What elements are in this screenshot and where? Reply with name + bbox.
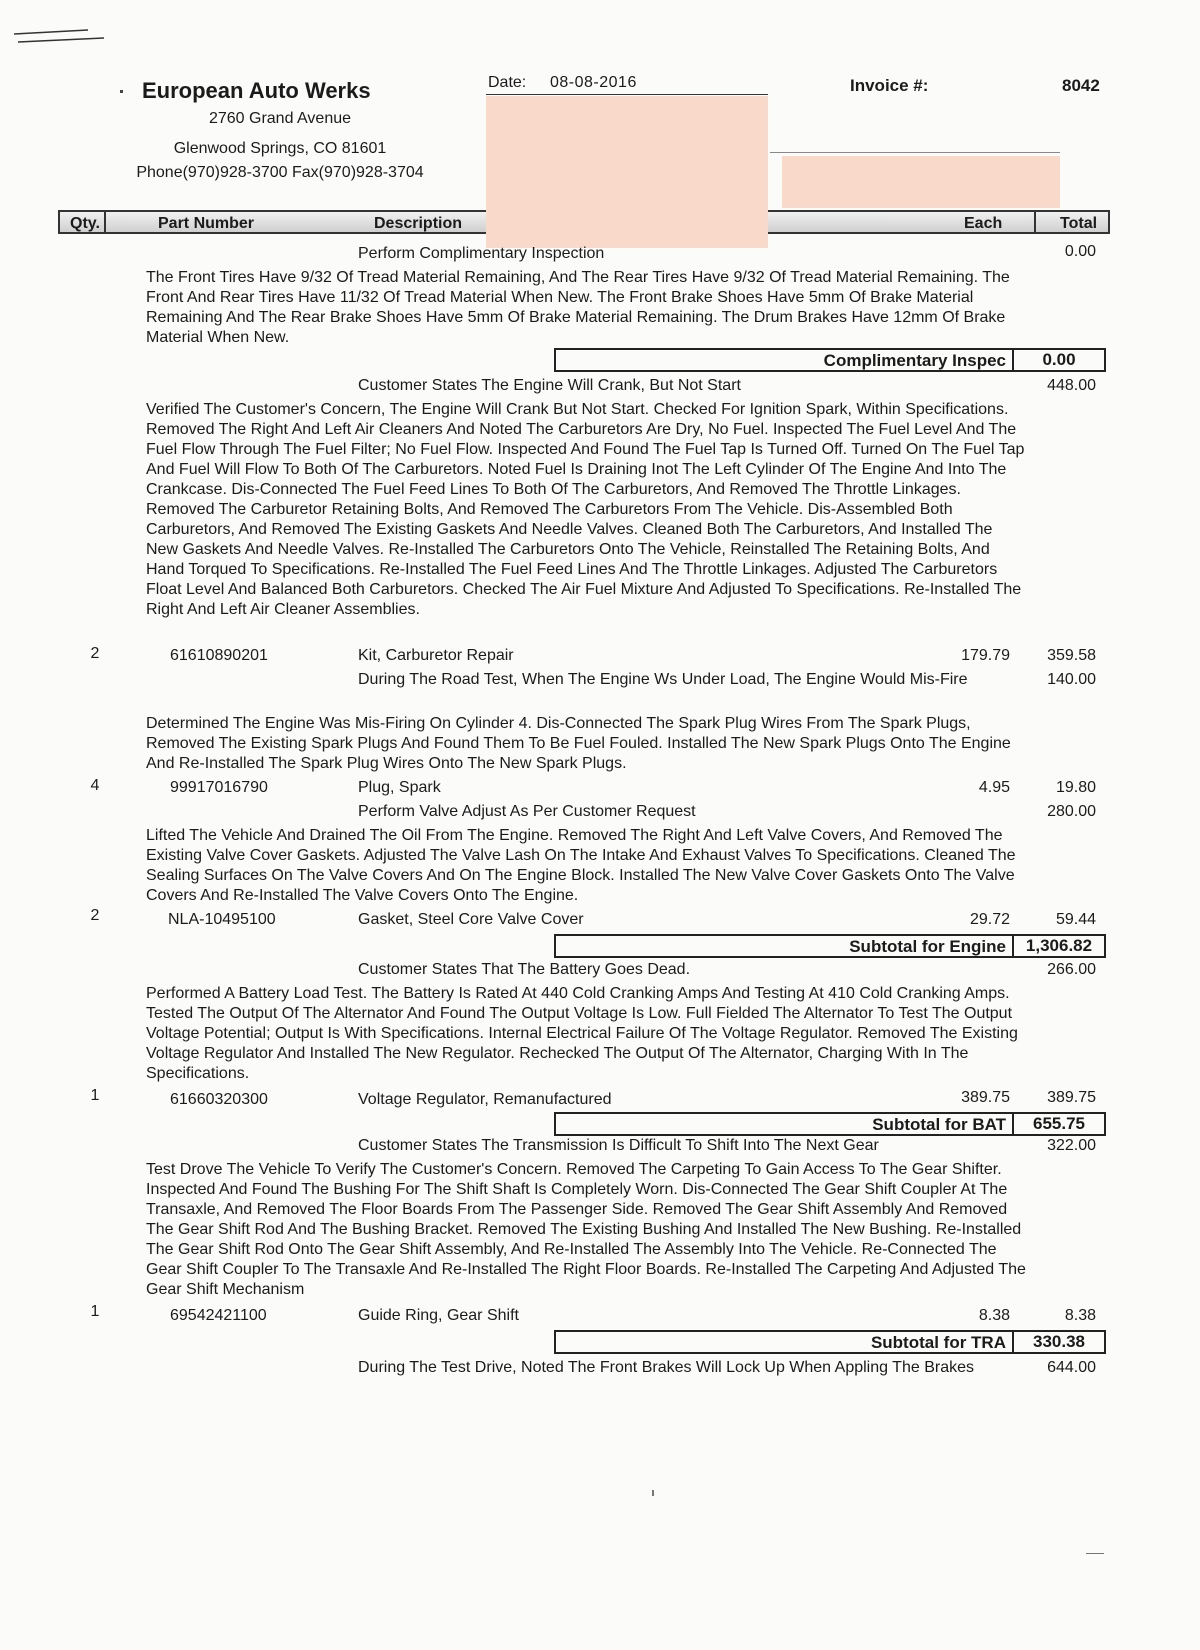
- subtotal-label: Complimentary Inspec: [823, 351, 1006, 370]
- company-bullet: [120, 90, 123, 93]
- job-labor: 644.00: [1047, 1359, 1096, 1376]
- part-qty: 2: [90, 907, 100, 924]
- job-labor: 448.00: [1047, 377, 1096, 394]
- job-notes: Test Drove The Vehicle To Verify The Customer's Concern. Removed The Carpeting To Gain Access To The Gear Shifter. Inspected And Found The Bushing For The Shift Shaft Is Completely Worn. Dis-Connected The Gear Shift Coupler At The Transaxle, And Removed The Floor Boards From The Passenger Side. Removed The Gear Shift Assembly And Removed The Gear Shift Rod And The Bushing Bracket. Removed The Existing Bushing And Installed The New Bushing. Re-Installed The Gear Shift Rod Onto The Gear Shift Assembly, And Re-Installed The Assembly Into The Vehicle. Re-Connected The Gear Shift Coupler To The Transaxle And Re-Installed The Right Floor Boards. Re-Installed The Carpeting And Adjusted The Gear Shift Mechanism: [146, 1161, 1026, 1298]
- invoice-number-label: Invoice #:: [850, 76, 929, 95]
- subtotal-amount: 655.75: [1014, 1112, 1106, 1136]
- part-number: 61610890201: [170, 647, 268, 664]
- job-notes: Performed A Battery Load Test. The Battery Is Rated At 440 Cold Cranking Amps And Testing At 410 Cold Cranking Amps. Tested The Output Of The Alternator And Found The Output Voltage Is Low. Full Fielded The Alternator To Test The Output Voltage Potential; Output Is With Specifications. Internal Electrical Failure Of The Voltage Regulator. Removed The Existing Voltage Regulator And Installed The New Regulator. Rechecked The Output Of The Alternator, Charging With In The Specifications.: [146, 985, 1018, 1082]
- column-description: Description: [374, 215, 463, 232]
- part-each: 179.79: [961, 647, 1010, 664]
- job-labor: 0.00: [1064, 243, 1096, 260]
- company-name: European Auto Werks: [142, 78, 371, 103]
- job-labor: 140.00: [1047, 671, 1096, 688]
- part-total: 359.58: [1047, 647, 1096, 664]
- part-number: 69542421100: [170, 1307, 267, 1324]
- part-description: Gasket, Steel Core Valve Cover: [358, 911, 584, 928]
- company-phone-fax: Phone(970)928-3700 Fax(970)928-3704: [136, 164, 424, 181]
- part-qty: 2: [90, 645, 100, 662]
- part-qty: 1: [90, 1303, 100, 1320]
- subtotal-box: [554, 1112, 1014, 1136]
- part-qty: 4: [90, 777, 100, 794]
- part-each: 29.72: [969, 911, 1010, 928]
- date-value: 08-08-2016: [550, 74, 637, 91]
- phone-rule: [770, 152, 1060, 153]
- part-each: 389.75: [961, 1089, 1010, 1106]
- column-qty: Qty.: [70, 215, 100, 232]
- job-notes: Determined The Engine Was Mis-Firing On Cylinder 4. Dis-Connected The Spark Plug Wires From The Spark Plugs, Removed The Existing Spark Plugs And Found Them To Be Fuel Fouled. Installed The New Spark Plugs Onto The Engine And Re-Installed The Spark Plug Wires Onto The New Spark Plugs.: [146, 715, 1011, 772]
- company-city: Glenwood Springs, CO 81601: [173, 140, 387, 157]
- job-notes: The Front Tires Have 9/32 Of Tread Material Remaining, And The Rear Tires Have 9/32 Of Tread Material Remaining. The Front And Rear Tires Have 11/32 Of Tread Material When New. The Front Brake Shoes Have 5mm Of Brake Material Remaining And The Rear Brake Shoes Have 5mm Of Brake Material Remaining. The Drum Brakes Have 12mm Of Brake Material When New.: [146, 269, 1010, 346]
- subtotal-label: Subtotal for Engine: [849, 937, 1006, 956]
- redacted-phone-area: [782, 156, 1060, 208]
- part-description: Plug, Spark: [358, 779, 441, 796]
- part-number: 99917016790: [170, 779, 268, 796]
- scan-mark: [652, 1490, 654, 1496]
- part-number: 61660320300: [170, 1091, 268, 1108]
- job-notes: Lifted The Vehicle And Drained The Oil From The Engine. Removed The Right And Left Valve Covers, And Removed The Existing Valve Cover Gaskets. Adjusted The Valve Lash On The Intake And Exhaust Valves To Specifications. Cleaned The Sealing Surfaces On The Valve Covers And On The Engine Block. Installed The New Valve Cover Gaskets Onto The Valve Covers And Re-Installed The Valve Covers Onto The Engine.: [146, 827, 1016, 904]
- job-complaint: Perform Complimentary Inspection: [358, 245, 605, 262]
- subtotal-label: Subtotal for BAT: [872, 1115, 1006, 1134]
- job-complaint: During The Test Drive, Noted The Front Brakes Will Lock Up When Appling The Brakes: [358, 1359, 974, 1376]
- part-total: 389.75: [1047, 1089, 1096, 1106]
- part-each: 8.38: [978, 1307, 1010, 1324]
- part-description: Voltage Regulator, Remanufactured: [358, 1091, 612, 1108]
- subtotal-amount: 330.38: [1014, 1330, 1106, 1354]
- subtotal-amount: 0.00: [1014, 348, 1106, 372]
- scan-mark: [1086, 1553, 1104, 1554]
- date-rule: [486, 94, 768, 95]
- redacted-header-segment: [486, 208, 768, 248]
- date-label: Date:: [488, 74, 527, 91]
- part-number: NLA-10495100: [168, 911, 276, 928]
- column-separator: [1034, 212, 1036, 232]
- column-part-number: Part Number: [158, 215, 255, 232]
- company-address: 2760 Grand Avenue: [208, 110, 352, 127]
- job-labor: 266.00: [1047, 961, 1096, 978]
- pen-mark-icon: [8, 22, 108, 46]
- part-qty: 1: [90, 1087, 100, 1104]
- subtotal-amount: 1,306.82: [1014, 934, 1106, 958]
- invoice-number: 8042: [1062, 76, 1100, 95]
- column-total: Total: [1060, 215, 1098, 232]
- subtotal-label: Subtotal for TRA: [870, 1333, 1006, 1352]
- part-description: Guide Ring, Gear Shift: [358, 1307, 519, 1324]
- subtotal-box: [554, 348, 1014, 372]
- job-complaint: Customer States The Transmission Is Difficult To Shift Into The Next Gear: [358, 1137, 879, 1154]
- part-each: 4.95: [978, 779, 1010, 796]
- column-separator: [104, 212, 106, 232]
- job-labor: 280.00: [1047, 803, 1096, 820]
- part-description: Kit, Carburetor Repair: [358, 647, 514, 664]
- job-labor: 322.00: [1047, 1137, 1096, 1154]
- part-total: 19.80: [1055, 779, 1096, 796]
- job-complaint: Customer States The Engine Will Crank, But Not Start: [358, 377, 741, 394]
- job-notes: Verified The Customer's Concern, The Engine Will Crank But Not Start. Checked For Ignition Spark, Within Specifications. Removed The Right And Left Air Cleaners And Noted The Carburetors Are Dry, No Fuel. Inspected The Fuel Level And The Fuel Flow Through The Fuel Filter; No Fuel Flow. Inspected And Found The Fuel Tap Is Turned Off. Turned On The Fuel Tap And Fuel Will Flow To Both Of The Carburetors. Noted Fuel Is Draining Inot The Left Cylinder Of The Engine And Into The Crankcase. Dis-Connected The Fuel Feed Lines To Both Of The Carburetors, And Removed The Throttle Linkages. Removed The Carburetor Retaining Bolts, And Removed The Carburetors From The Vehicle. Dis-Assembled Both Carburetors, And Removed The Existing Gaskets And Needle Valves. Cleaned Both The Carburetors, And Installed The New Gaskets And Needle Valves. Re-Installed The Carburetors Onto The Vehicle, Reinstalled The Retaining Bolts, And Hand Torqued To Specifications. Re-Installed The Fuel Feed Lines And The Throttle Linkages. Adjusted The Carburetors Float Level And Balanced Both Carburetors. Checked The Air Fuel Mixture And Adjusted To Specifications. Re-Installed The Right And Left Air Cleaner Assemblies.: [146, 401, 1025, 618]
- job-complaint: Customer States That The Battery Goes Dead.: [358, 961, 691, 978]
- part-total: 59.44: [1055, 911, 1096, 928]
- job-complaint: Perform Valve Adjust As Per Customer Request: [358, 803, 696, 820]
- job-complaint: During The Road Test, When The Engine Ws Under Load, The Engine Would Mis-Fire: [358, 671, 968, 688]
- column-each: Each: [964, 215, 1003, 232]
- subtotal-box: [554, 934, 1014, 958]
- subtotal-box: [554, 1330, 1014, 1354]
- part-total: 8.38: [1064, 1307, 1096, 1324]
